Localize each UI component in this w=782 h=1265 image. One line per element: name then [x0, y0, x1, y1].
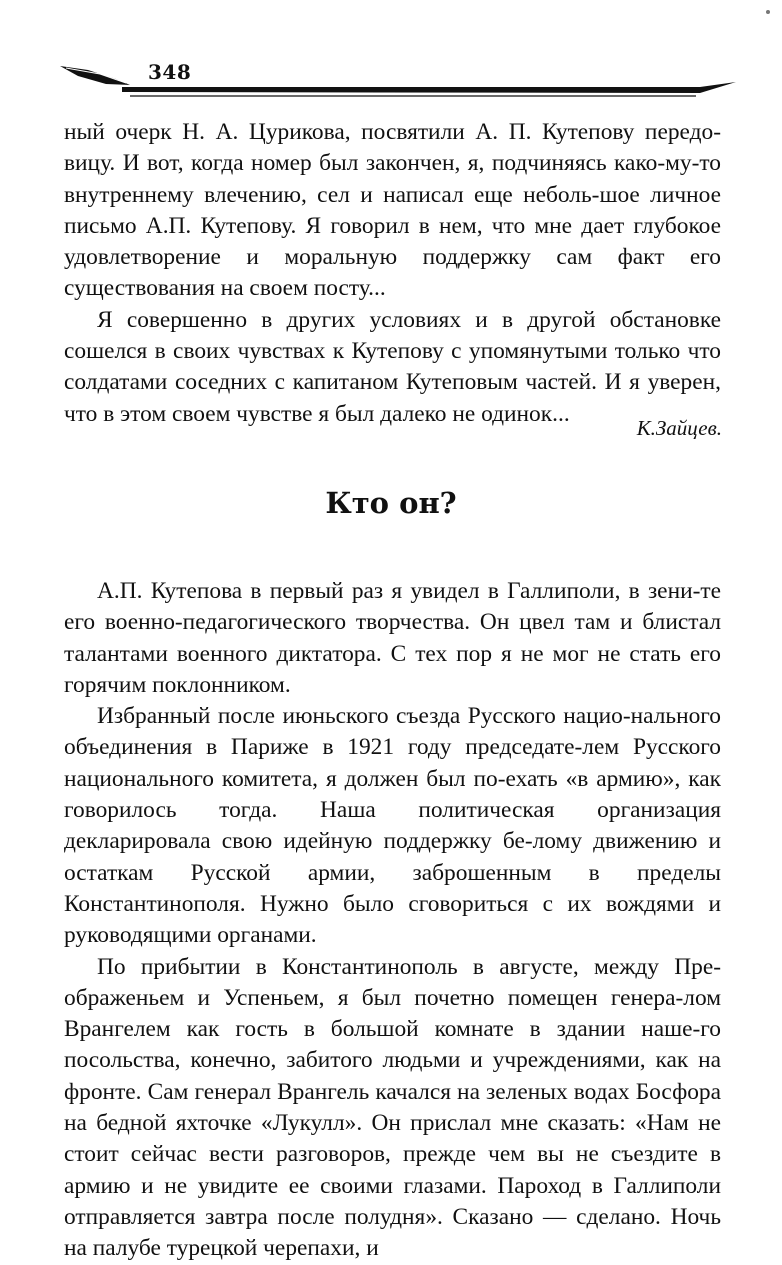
section-body [64, 576, 721, 1265]
paragraph: По прибытии в Константинополь в августе, между Пре-ображеньем и Успеньем, я был почетно помещен генера-лом Врангелем как гость в большой комнате в здании наше-го посольства, конечно, забитого людьми и учреждениями, как на фронте. Сам генерал Врангель качался на зеленых водах Босфора на бедной яхточке «Лукулл». Он прислал мне сказать: «Нам не стоит сейчас вести разговоров, прежде чем вы не съездите в армию и не увидите ее своими глазами. Пароход в Галлиполи отправляется завтра после полудня». Сказано — сделано. Ночь на палубе турецкой черепахи, и [64, 953, 721, 1262]
author-signature: К.Зайцев. [636, 416, 722, 440]
page-number: 348 [148, 60, 192, 84]
section-title: Кто он? [325, 486, 457, 520]
paragraph: ный очерк Н. А. Цурикова, посвятили А. П. Кутепову передо-вицу. И вот, когда номер был закончен, я, подчиняясь како-му-то внутреннему влечению, сел и написал еще неболь-шое личное письмо А.П. Кутепову. Я говорил в нем, что мне дает глубокое удовлетворение и моральную поддержку сам факт его существования на своем посту... [64, 119, 721, 302]
continued-text [64, 117, 721, 430]
scan-speck [766, 10, 770, 14]
paragraph: Избранный после июньского съезда Русского нацио-нального объединения в Париже в 1921 году председате-лем Русского национального комитета, я должен был по-ехать «в армию», как говорилось тогда. Наша политическая организация декларировала свою идейную поддержку бе-лому движению и остаткам Русской армии, заброшенным в пределы Константинополя. Нужно было сговориться с их вождями и руководящими органами. [64, 703, 721, 949]
paragraph: Я совершенно в других условиях и в другой обстановке сошелся в своих чувствах к Кутепову с упомянутыми только что солдатами соседних с капитаном Кутеповым частей. И я уверен, что в этом своем чувстве я был далеко не одинок... [64, 306, 721, 427]
page-header [60, 52, 750, 102]
paragraph: А.П. Кутепова в первый раз я увидел в Галлиполи, в зени-те его военно-педагогического творчества. Он цвел там и блистал талантами военного диктатора. С тех пор я не мог не стать его горячим поклонником. [64, 578, 721, 698]
